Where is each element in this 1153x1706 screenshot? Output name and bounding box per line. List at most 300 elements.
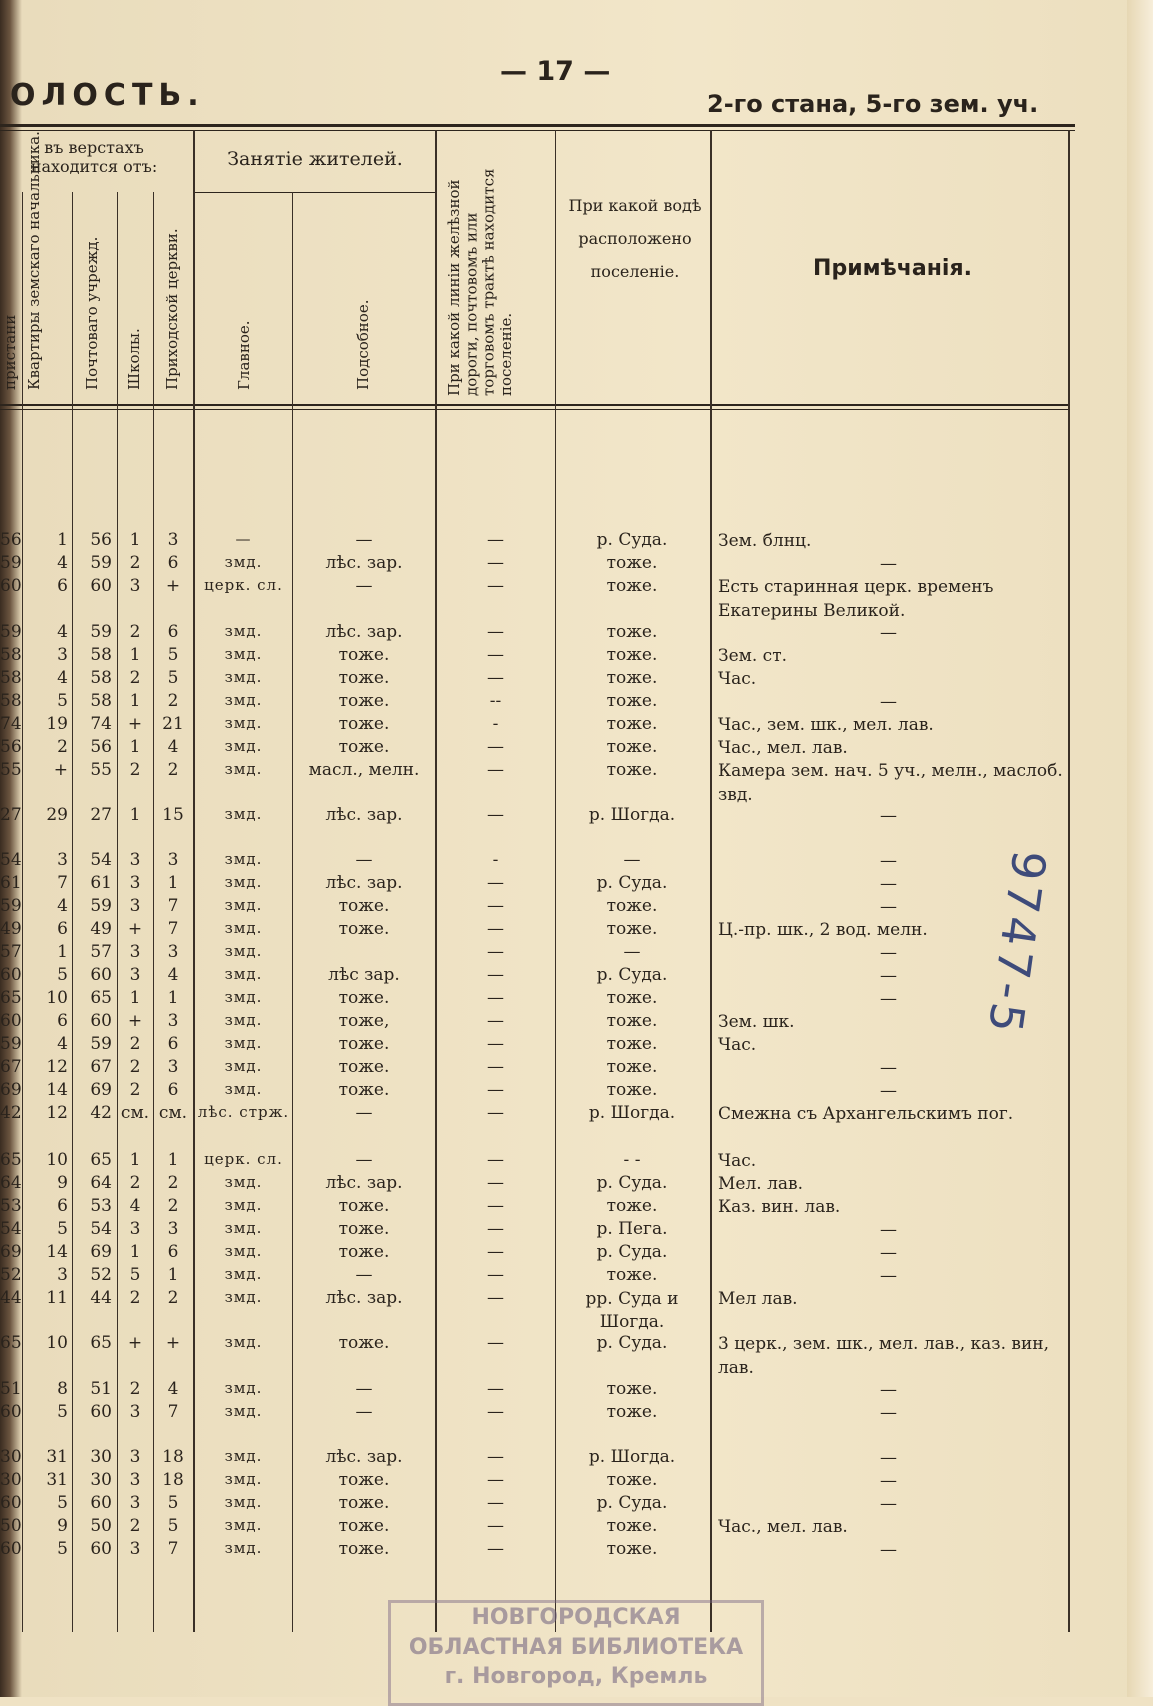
cell-wt: тоже.: [606, 1516, 658, 1536]
cell-ts: 3: [167, 850, 179, 870]
header-bottom-rule: [0, 404, 1070, 406]
cell-ts: см.: [158, 1103, 188, 1123]
cell-wt: тоже.: [606, 1470, 658, 1490]
cell-notes: Ц.-пр. шк., 2 вод. мелн.: [718, 920, 928, 940]
cell-pd: —: [355, 1379, 373, 1399]
cell-p: 60: [0, 1402, 22, 1422]
cell-ts: 3: [167, 1057, 179, 1077]
cell-pd: тоже.: [338, 714, 390, 734]
cell-pd: —: [355, 530, 373, 550]
cell-wt: тоже.: [606, 553, 658, 573]
cell-ln: —: [487, 1057, 504, 1077]
cell-ts: 3: [167, 530, 179, 550]
cell-pd: лѣс. зар.: [325, 873, 403, 893]
cell-gl: змд.: [224, 1516, 263, 1534]
cell-wt: тоже.: [606, 896, 658, 916]
cell-wt: р. Пега.: [596, 1219, 668, 1239]
cell-k: 5: [57, 1402, 68, 1422]
cell-po: 60: [90, 576, 112, 596]
col-line: [117, 192, 118, 1632]
cell-notes: —: [880, 1220, 897, 1240]
cell-ln: —: [487, 919, 504, 939]
cell-sh: 3: [129, 850, 141, 870]
cell-notes: —: [880, 989, 897, 1009]
cell-ts: 1: [167, 1265, 179, 1285]
cell-k: 1: [57, 530, 68, 550]
cell-po: 60: [90, 1493, 112, 1513]
cell-sh: 2: [129, 1516, 141, 1536]
cell-notes: —: [880, 806, 897, 826]
cell-p: 54: [0, 850, 22, 870]
cell-gl: лѣс. стрж.: [197, 1103, 290, 1121]
cell-k: 5: [57, 691, 68, 711]
cell-p: 65: [0, 1333, 22, 1353]
cell-p: 65: [0, 1150, 22, 1170]
cell-ts: 6: [167, 1242, 179, 1262]
cell-p: 69: [0, 1242, 22, 1262]
cell-ts: 5: [167, 1516, 179, 1536]
cell-ln: —: [487, 553, 504, 573]
cell-k: 4: [57, 1034, 68, 1054]
cell-ln: —: [487, 760, 504, 780]
cell-ts: 2: [167, 760, 179, 780]
top-rule: [0, 124, 1075, 127]
cell-notes: —: [880, 1081, 897, 1101]
cell-p: 59: [0, 1034, 22, 1054]
cell-pd: —: [355, 576, 373, 596]
cell-pd: тоже.: [338, 1333, 390, 1353]
cell-po: 69: [90, 1242, 112, 1262]
cell-ts: 18: [162, 1470, 184, 1490]
cell-ln: —: [487, 1150, 504, 1170]
water-header: При какой водѣ расположено поселеніе.: [568, 196, 702, 281]
shkoly-header: Школы.: [125, 328, 143, 390]
cell-po: 65: [90, 1150, 112, 1170]
cell-p: 69: [0, 1080, 22, 1100]
cell-pd: лѣс. зар.: [325, 805, 403, 825]
cell-sh: 2: [129, 1379, 141, 1399]
stamp-line: НОВГОРОДСКАЯ: [471, 1605, 681, 1630]
cell-sh: 2: [129, 1057, 141, 1077]
cell-sh: 3: [129, 1402, 141, 1422]
cell-ln: —: [487, 1103, 504, 1123]
cell-po: 27: [90, 805, 112, 825]
cell-ts: 2: [167, 1196, 179, 1216]
cell-pd: —: [355, 1265, 373, 1285]
cell-p: 60: [0, 965, 22, 985]
cell-ts: 1: [167, 873, 179, 893]
cell-pd: лѣс. зар.: [325, 1447, 403, 1467]
cell-sh: 3: [129, 1219, 141, 1239]
cell-notes: —: [880, 1403, 897, 1423]
stamp-line: ОБЛАСТНАЯ БИБЛИОТЕКА: [408, 1634, 744, 1660]
cell-sh: 1: [129, 1242, 141, 1262]
cell-ts: 3: [167, 1219, 179, 1239]
cell-pd: тоже.: [338, 919, 390, 939]
cell-gl: церк. сл.: [204, 1150, 283, 1168]
cell-sh: 1: [129, 691, 141, 711]
cell-sh: 3: [129, 576, 141, 596]
cell-wt: р. Суда.: [596, 873, 668, 893]
cell-notes: 3 церк., зем. шк., мел. лав., каз. вин, лав.: [718, 1334, 1050, 1378]
cell-ln: —: [487, 1265, 504, 1285]
cell-notes: Час.: [718, 1035, 757, 1055]
cell-ts: 15: [162, 805, 184, 825]
cell-sh: 1: [129, 530, 141, 550]
cell-ts: 6: [167, 622, 179, 642]
cell-gl: змд.: [224, 1057, 263, 1075]
cell-p: 42: [0, 1103, 22, 1123]
cell-wt: тоже.: [606, 1034, 658, 1054]
cell-notes: Час., мел. лав.: [718, 1517, 848, 1537]
cell-po: 67: [90, 1057, 112, 1077]
cell-pd: —: [355, 1150, 373, 1170]
cell-ln: —: [487, 645, 504, 665]
cell-po: 51: [90, 1379, 112, 1399]
cell-po: 60: [90, 1539, 112, 1559]
cell-pd: тоже.: [338, 668, 390, 688]
cell-k: 3: [57, 1265, 68, 1285]
cell-ln: —: [487, 1539, 504, 1559]
cell-wt: тоже.: [606, 714, 658, 734]
cell-gl: змд.: [224, 1288, 263, 1306]
cell-po: 30: [90, 1447, 112, 1467]
cell-ln: -: [492, 850, 499, 870]
cell-notes: —: [880, 554, 897, 574]
header-bottom-rule-2: [0, 409, 1070, 410]
cell-p: 61: [0, 873, 22, 893]
cell-p: 49: [0, 919, 22, 939]
cell-ts: 5: [167, 668, 179, 688]
col-line: [153, 192, 154, 1632]
cell-notes: Час., мел. лав.: [718, 738, 848, 758]
cell-notes: —: [880, 966, 897, 986]
cell-p: 59: [0, 896, 22, 916]
cell-k: 3: [57, 850, 68, 870]
cell-sh: 3: [129, 1470, 141, 1490]
cell-gl: змд.: [224, 942, 263, 960]
cell-wt: - -: [623, 1150, 641, 1170]
cell-gl: змд.: [224, 805, 263, 823]
cell-k: 5: [57, 1493, 68, 1513]
stamp-line: г. Новгород, Кремль: [444, 1664, 708, 1690]
cell-k: 6: [57, 576, 68, 596]
cell-notes: Зем. блнц.: [718, 531, 812, 551]
cell-k: 5: [57, 1539, 68, 1559]
cell-p: 53: [0, 1196, 22, 1216]
cell-ts: +: [165, 576, 181, 596]
cell-sh: 1: [129, 988, 141, 1008]
cell-ts: 4: [167, 737, 179, 757]
cell-wt: р. Шогда.: [588, 1447, 676, 1467]
cell-po: 59: [90, 622, 112, 642]
cell-gl: змд.: [224, 1265, 263, 1283]
cell-ln: —: [487, 530, 504, 550]
cell-sh: 5: [129, 1265, 141, 1285]
cell-pd: тоже.: [338, 1242, 390, 1262]
cell-k: 4: [57, 896, 68, 916]
cell-k: 4: [57, 553, 68, 573]
handwritten-inventory-number: 9747-5: [977, 847, 1057, 1040]
cell-sh: +: [127, 919, 143, 939]
cell-p: 30: [0, 1447, 22, 1467]
cell-k: 4: [57, 668, 68, 688]
line-header: При какой линіи желѣзной дороги, почтовомъ или торговомъ трактѣ находится поселеніе.: [445, 168, 515, 396]
cell-wt: тоже.: [606, 1265, 658, 1285]
cell-wt: —: [623, 850, 641, 870]
cell-p: 58: [0, 645, 22, 665]
cell-k: 1: [57, 942, 68, 962]
cell-p: 67: [0, 1057, 22, 1077]
cell-sh: +: [127, 1011, 143, 1031]
cell-k: 6: [57, 1196, 68, 1216]
cell-po: 54: [90, 850, 112, 870]
cell-wt: р. Суда.: [596, 965, 668, 985]
cell-wt: р. Суда.: [596, 1493, 668, 1513]
cell-ln: —: [487, 1219, 504, 1239]
cell-ln: -: [492, 714, 499, 734]
cell-pd: тоже.: [338, 1196, 390, 1216]
col-line: [435, 130, 437, 1632]
col-line: [22, 192, 23, 1632]
cell-notes: Мел. лав.: [718, 1174, 803, 1194]
cell-k: 29: [46, 805, 68, 825]
cell-ts: 6: [167, 553, 179, 573]
cell-k: 3: [57, 645, 68, 665]
cell-ts: 2: [167, 1173, 179, 1193]
occupation-group-header: Занятіе жителей.: [227, 148, 403, 170]
cell-ln: —: [487, 1447, 504, 1467]
cell-k: +: [53, 760, 68, 780]
cell-p: 59: [0, 622, 22, 642]
cell-p: 58: [0, 668, 22, 688]
cell-k: 11: [46, 1288, 68, 1308]
cell-gl: змд.: [224, 1080, 263, 1098]
page-edge: [1127, 0, 1153, 1697]
cell-sh: 2: [129, 1034, 141, 1054]
cell-ln: —: [487, 1333, 504, 1353]
cell-sh: +: [127, 714, 143, 734]
cell-sh: 2: [129, 1173, 141, 1193]
cell-ln: —: [487, 576, 504, 596]
cell-po: 65: [90, 988, 112, 1008]
cell-pd: лѣс. зар.: [325, 1173, 403, 1193]
cell-gl: змд.: [224, 1196, 263, 1214]
cell-wt: тоже.: [606, 1402, 658, 1422]
cell-notes: —: [880, 897, 897, 917]
cell-ts: 6: [167, 1034, 179, 1054]
cell-notes: Час.: [718, 669, 757, 689]
cell-k: 2: [57, 737, 68, 757]
cell-ts: 2: [167, 691, 179, 711]
cell-wt: тоже.: [606, 919, 658, 939]
cell-k: 12: [46, 1057, 68, 1077]
cell-po: 58: [90, 691, 112, 711]
cell-notes: —: [880, 1058, 897, 1078]
cell-p: 56: [0, 737, 22, 757]
cell-p: 60: [0, 1011, 22, 1031]
cell-gl: змд.: [224, 988, 263, 1006]
cell-gl: змд.: [224, 1493, 263, 1511]
cell-k: 4: [57, 622, 68, 642]
cell-gl: змд.: [224, 645, 263, 663]
cell-p: 59: [0, 553, 22, 573]
cell-ts: 3: [167, 942, 179, 962]
cell-notes: Смежна съ Архангельскимъ пог.: [718, 1104, 1014, 1124]
cell-k: 10: [46, 1150, 68, 1170]
cell-gl: церк. сл.: [204, 576, 283, 594]
cell-k: 5: [57, 1219, 68, 1239]
cell-gl: змд.: [224, 737, 263, 755]
cell-po: 59: [90, 1034, 112, 1054]
cell-notes: —: [880, 1540, 897, 1560]
cell-p: 65: [0, 988, 22, 1008]
cell-sh: 2: [129, 553, 141, 573]
cell-pd: —: [355, 850, 373, 870]
cell-k: 6: [57, 1011, 68, 1031]
page-number: — 17 —: [500, 56, 611, 87]
cell-wt: —: [623, 942, 641, 962]
cell-po: 59: [90, 553, 112, 573]
cell-wt: тоже.: [606, 668, 658, 688]
cell-sh: 1: [129, 1150, 141, 1170]
cell-sh: 3: [129, 942, 141, 962]
cell-wt: тоже.: [606, 576, 658, 596]
top-rule-thin: [0, 130, 1075, 131]
cell-gl: змд.: [224, 1470, 263, 1488]
cell-ts: 4: [167, 965, 179, 985]
cell-po: 49: [90, 919, 112, 939]
cell-gl: змд.: [224, 1034, 263, 1052]
cell-gl: змд.: [224, 873, 263, 891]
cell-pd: тоже.: [338, 1470, 390, 1490]
cell-po: 69: [90, 1080, 112, 1100]
cell-gl: змд.: [224, 691, 263, 709]
cell-sh: 3: [129, 1493, 141, 1513]
cell-wt: р. Суда.: [596, 1333, 668, 1353]
cell-p: 27: [0, 805, 22, 825]
cell-sh: 3: [129, 896, 141, 916]
cell-po: 52: [90, 1265, 112, 1285]
cell-pd: тоже.: [338, 896, 390, 916]
cell-po: 57: [90, 942, 112, 962]
cell-notes: Зем. ст.: [718, 646, 788, 666]
cell-gl: змд.: [224, 1173, 263, 1191]
cell-gl: змд.: [224, 1219, 263, 1237]
cell-wt: рр. Суда и Шогда.: [585, 1289, 679, 1332]
cell-k: 9: [57, 1173, 68, 1193]
tserkvi-header: Приходской церкви.: [163, 228, 181, 390]
cell-po: 65: [90, 1333, 112, 1353]
cell-wt: тоже.: [606, 1080, 658, 1100]
cell-pd: лѣс зар.: [328, 965, 400, 985]
cell-pd: тоже.: [338, 1080, 390, 1100]
col-line: [292, 192, 293, 1632]
cell-wt: р. Суда.: [596, 1242, 668, 1262]
cell-sh: 2: [129, 668, 141, 688]
cell-ln: —: [487, 1242, 504, 1262]
cell-gl: змд.: [224, 1402, 263, 1420]
cell-k: 19: [46, 714, 68, 734]
cell-k: 7: [57, 873, 68, 893]
cell-ts: 5: [167, 1493, 179, 1513]
occupation-subrule: [195, 192, 435, 193]
cell-notes: Мел лав.: [718, 1289, 798, 1309]
cell-pd: лѣс. зар.: [325, 1288, 403, 1308]
col-line: [1068, 130, 1070, 1632]
cell-sh: 3: [129, 1539, 141, 1559]
cell-k: 10: [46, 1333, 68, 1353]
cell-notes: —: [880, 851, 897, 871]
cell-gl: змд.: [224, 1011, 263, 1029]
cell-po: 56: [90, 737, 112, 757]
cell-wt: тоже.: [606, 691, 658, 711]
cell-sh: 1: [129, 645, 141, 665]
cell-ln: —: [487, 1516, 504, 1536]
cell-p: 44: [0, 1288, 22, 1308]
cell-p: 51: [0, 1379, 22, 1399]
cell-ts: 4: [167, 1379, 179, 1399]
cell-po: 61: [90, 873, 112, 893]
cell-ln: —: [487, 1402, 504, 1422]
cell-po: 30: [90, 1470, 112, 1490]
cell-notes: Зем. шк.: [718, 1012, 795, 1032]
cell-ts: 3: [167, 1011, 179, 1031]
cell-notes: —: [880, 692, 897, 712]
cell-pd: тоже.: [338, 737, 390, 757]
col-line: [193, 130, 195, 1632]
cell-p: 52: [0, 1265, 22, 1285]
cell-sh: 2: [129, 1288, 141, 1308]
cell-p: 58: [0, 691, 22, 711]
cell-ln: --: [489, 691, 502, 711]
cell-po: 58: [90, 668, 112, 688]
cell-ln: —: [487, 805, 504, 825]
cell-po: 60: [90, 1011, 112, 1031]
cell-ln: —: [487, 896, 504, 916]
cell-po: 53: [90, 1196, 112, 1216]
cell-ln: —: [487, 988, 504, 1008]
cell-ln: —: [487, 668, 504, 688]
cell-pd: тоже,: [338, 1011, 390, 1031]
cell-ts: 5: [167, 645, 179, 665]
cell-ln: —: [487, 1470, 504, 1490]
col-line: [72, 192, 73, 1632]
cell-notes: Камера зем. нач. 5 уч., мелн., маслоб. звд.: [718, 761, 1063, 805]
cell-wt: р. Шогда.: [588, 1103, 676, 1123]
cell-notes: —: [880, 1266, 897, 1286]
stan-title: 2-го стана, 5-го зем. уч.: [707, 90, 1039, 118]
cell-wt: тоже.: [606, 1057, 658, 1077]
cell-ln: —: [487, 737, 504, 757]
cell-pd: тоже.: [338, 1219, 390, 1239]
cell-p: 74: [0, 714, 22, 734]
cell-pd: —: [355, 1103, 373, 1123]
cell-sh: +: [127, 1333, 143, 1353]
cell-gl: змд.: [224, 896, 263, 914]
distance-group-header: въ верстахъ находится отъ:: [30, 138, 158, 177]
cell-ts: 7: [167, 1402, 179, 1422]
cell-pd: тоже.: [338, 1516, 390, 1536]
cell-sh: 1: [129, 805, 141, 825]
cell-ts: 2: [167, 1288, 179, 1308]
cell-wt: тоже.: [606, 645, 658, 665]
cell-k: 9: [57, 1516, 68, 1536]
cell-k: 5: [57, 965, 68, 985]
cell-po: 60: [90, 965, 112, 985]
cell-k: 6: [57, 919, 68, 939]
cell-ln: —: [487, 1379, 504, 1399]
